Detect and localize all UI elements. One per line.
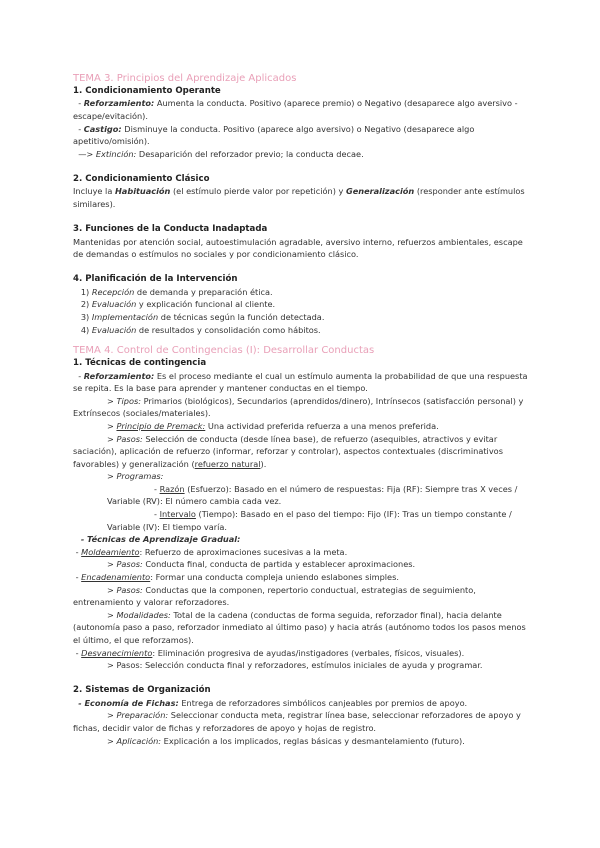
term: Pasos: <box>116 559 143 570</box>
list-item <box>73 324 528 337</box>
text: y explicación funcional al cliente. <box>136 299 276 310</box>
paragraph: > Preparación: Seleccionar conducta meta, registrar línea base, seleccionar reforzadores de apoyo y fichas, decidir valor de fichas y reforzadores de apoyo y hojas de registro. <box>73 710 521 733</box>
text: de resultados y consolidación como hábitos. <box>136 324 321 335</box>
paragraph: > Pasos: Conductas que la componen, repertorio conductual, estrategias de seguimiento, entrenamiento y valorar reforzadores. <box>73 584 476 608</box>
term: Evaluación <box>91 299 137 310</box>
paragraph: - Razón (Esfuerzo): Basado en el número de respuestas: Fija (RF): Siempre tras X veces / Variable (RV): El número cambia cada vez. <box>107 483 518 507</box>
paragraph: > Programas: <box>107 471 164 482</box>
text: Conducta final, conducta de partida y establecer aproximaciones. <box>142 559 416 570</box>
list-item <box>73 286 528 299</box>
text: de técnicas según la función detectada. <box>158 311 325 322</box>
document-page <box>73 72 528 747</box>
term: Intervalo <box>159 509 196 520</box>
paragraph <box>73 697 528 710</box>
term: Encadenamiento <box>81 572 151 583</box>
section-heading: 2. Sistemas de Organización <box>73 685 211 696</box>
text: ). <box>260 458 267 469</box>
text: Es el proceso mediante el cual un estímulo aumenta la probabilidad de que una respuesta se repita. Es la base para aprender y mantener conductas en el tiempo. <box>73 370 528 394</box>
term: Evaluación <box>91 324 137 335</box>
term: Programas: <box>116 471 164 482</box>
arrow: —> <box>78 148 96 159</box>
term: Recepción <box>91 286 135 297</box>
text: Desaparición del reforzador previo; la conducta decae. <box>136 148 364 159</box>
paragraph: > Principio de Premack: Una actividad preferida refuerza a una menos preferida. <box>107 420 439 431</box>
term: Modalidades: <box>116 609 171 620</box>
paragraph: - Encadenamiento: Formar una conducta compleja uniendo eslabones simples. <box>73 572 399 583</box>
paragraph: > Pasos: Selección de conducta (desde línea base), de refuerzo (asequibles, atractivos y evitar saciación), aplicación de refuerzo (informar, reforzar y controlar), aspectos contextuales (discriminativos favorables) y generalización (refuerzo natural). <box>73 433 503 469</box>
text: (responder ante estímulos similares). <box>73 186 525 209</box>
paragraph <box>73 533 528 546</box>
tema3-title: TEMA 3. Principios del Aprendizaje Aplicados <box>73 73 297 84</box>
text: (Tiempo): Basado en el paso del tiempo: Fijo (IF): Tras un tiempo constante / Variable (IV): El tiempo varía. <box>107 509 512 532</box>
term: Pasos: <box>116 433 143 444</box>
paragraph: - Moldeamiento: Refuerzo de aproximaciones sucesivas a la meta. <box>73 546 348 557</box>
dash: - <box>78 370 84 381</box>
text: Selección de conducta (desde línea base), de refuerzo (asequibles, atractivos y evitar saciación), aplicación de refuerzo (informar, reforzar y controlar), aspectos contextuales (discriminativos favorables) y generalización ( <box>73 433 503 469</box>
term: - Técnicas de Aprendizaje Gradual: <box>80 534 241 545</box>
paragraph <box>73 185 528 210</box>
item-number: 1) <box>80 286 92 297</box>
term: Pasos: <box>116 584 143 595</box>
paragraph <box>73 148 528 161</box>
text: (el estímulo pierde valor por repetición) y <box>170 186 346 197</box>
term: Generalización <box>345 186 415 197</box>
item-number: 3) <box>80 311 92 322</box>
term: Implementación <box>91 311 159 322</box>
paragraph: Mantenidas por atención social, autoestimulación agradable, aversivo interno, refuerzos ambientales, escape de demandas o estímulos no sociales y por condicionamiento clásico. <box>73 236 523 260</box>
text: > Pasos: Selección conducta final y reforzadores, estímulos iniciales de ayuda y programar. <box>107 660 483 671</box>
term: Preparación: <box>116 710 169 721</box>
text: Incluye la <box>73 186 115 197</box>
item-number: 4) <box>80 324 92 335</box>
paragraph: > Pasos: Conducta final, conducta de partida y establecer aproximaciones. <box>107 559 416 570</box>
term: Reforzamiento: <box>83 370 155 381</box>
term: Castigo: <box>83 123 122 134</box>
text: Una actividad preferida refuerza a una menos preferida. <box>205 420 439 431</box>
section-heading: 2. Condicionamiento Clásico <box>73 173 210 184</box>
list-item <box>73 298 528 311</box>
tema4-title: TEMA 4. Control de Contingencias (I): Desarrollar Conductas <box>73 345 375 357</box>
text: (Esfuerzo): Basado en el número de respuestas: Fija (RF): Siempre tras X veces / Variable (RV): El número cambia cada vez. <box>107 483 518 507</box>
section-heading: 3. Funciones de la Conducta Inadaptada <box>73 224 268 235</box>
text: Entrega de reforzadores simbólicos canjeables por premios de apoyo. <box>178 697 468 708</box>
text: Total de la cadena (conductas de forma seguida, reforzador final), hacia delante (autonomía paso a paso, reforzador inmediato al último paso) y hacia atrás (autónomo todos los pasos menos el último, el que reforzamos). <box>73 609 526 645</box>
text: Disminuye la conducta. Positivo (aparece algo aversivo) o Negativo (desaparece algo apetitivo/omisión). <box>73 123 475 147</box>
text: : Eliminación progresiva de ayudas/instigadores (verbales, físicos, visuales). <box>152 647 465 658</box>
text: Aumenta la conducta. Positivo (aparece premio) o Negativo (desaparece algo aversivo - escape/evitación). <box>73 98 518 121</box>
paragraph: > Modalidades: Total de la cadena (conductas de forma seguida, reforzador final), hacia delante (autonomía paso a paso, reforzador inmediato al último paso) y hacia atrás (autónomo todos los pasos menos el último, el que reforzamos). <box>73 609 526 645</box>
section-heading: 1. Técnicas de contingencia <box>73 358 207 369</box>
paragraph: > Tipos: Primarios (biológicos), Secundarios (aprendidos/dinero), Intrínsecos (satisfacción personal) y Extrínsecos (sociales/materiales). <box>73 395 524 419</box>
term: Aplicación: <box>116 735 162 746</box>
term: Extinción: <box>95 148 137 159</box>
section-heading: 1. Condicionamiento Operante <box>73 86 221 96</box>
paragraph: - Intervalo (Tiempo): Basado en el paso del tiempo: Fijo (IF): Tras un tiempo constante / Variable (IV): El tiempo varía. <box>107 509 512 532</box>
text: Conductas que la componen, repertorio conductual, estrategias de seguimiento, entrenamiento y valorar reforzadores. <box>73 584 476 608</box>
paragraph: - Reforzamiento: Aumenta la conducta. Positivo (aparece premio) o Negativo (desaparece algo aversivo - escape/evitación). <box>73 98 518 121</box>
paragraph: - Desvanecimiento: Eliminación progresiva de ayudas/instigadores (verbales, físicos, visuales). <box>73 647 465 658</box>
term: Principio de Premack: <box>116 420 206 431</box>
text: Primarios (biológicos), Secundarios (aprendidos/dinero), Intrínsecos (satisfacción personal) y Extrínsecos (sociales/materiales). <box>73 395 524 419</box>
term: Desvanecimiento <box>81 647 153 658</box>
paragraph <box>73 370 528 395</box>
text: Seleccionar conducta meta, registrar línea base, seleccionar reforzadores de apoyo y fichas, decidir valor de fichas y reforzadores de apoyo y hojas de registro. <box>73 710 521 733</box>
underlined-text: refuerzo natural <box>194 458 261 469</box>
paragraph <box>73 659 528 672</box>
list-item <box>73 311 528 324</box>
text: Explicación a los implicados, reglas básicas y desmantelamiento (futuro). <box>161 735 465 746</box>
paragraph: > Aplicación: Explicación a los implicados, reglas básicas y desmantelamiento (futuro). <box>107 735 465 746</box>
term: Razón <box>159 483 185 494</box>
term: Reforzamiento: <box>83 98 155 109</box>
term: Tipos: <box>116 395 141 406</box>
item-number: 2) <box>80 299 92 310</box>
term: Habituación <box>114 186 171 197</box>
section-heading: 4. Planificación de la Intervención <box>73 274 238 285</box>
paragraph: - Castigo: Disminuye la conducta. Positivo (aparece algo aversivo) o Negativo (desaparece algo apetitivo/omisión). <box>73 123 475 147</box>
text: : Refuerzo de aproximaciones sucesivas a la meta. <box>139 546 348 557</box>
term: Moldeamiento <box>81 546 140 557</box>
text: : Formar una conducta compleja uniendo eslabones simples. <box>150 572 399 583</box>
text: de demanda y preparación ética. <box>134 286 273 297</box>
term: - Economía de Fichas: <box>78 697 179 708</box>
